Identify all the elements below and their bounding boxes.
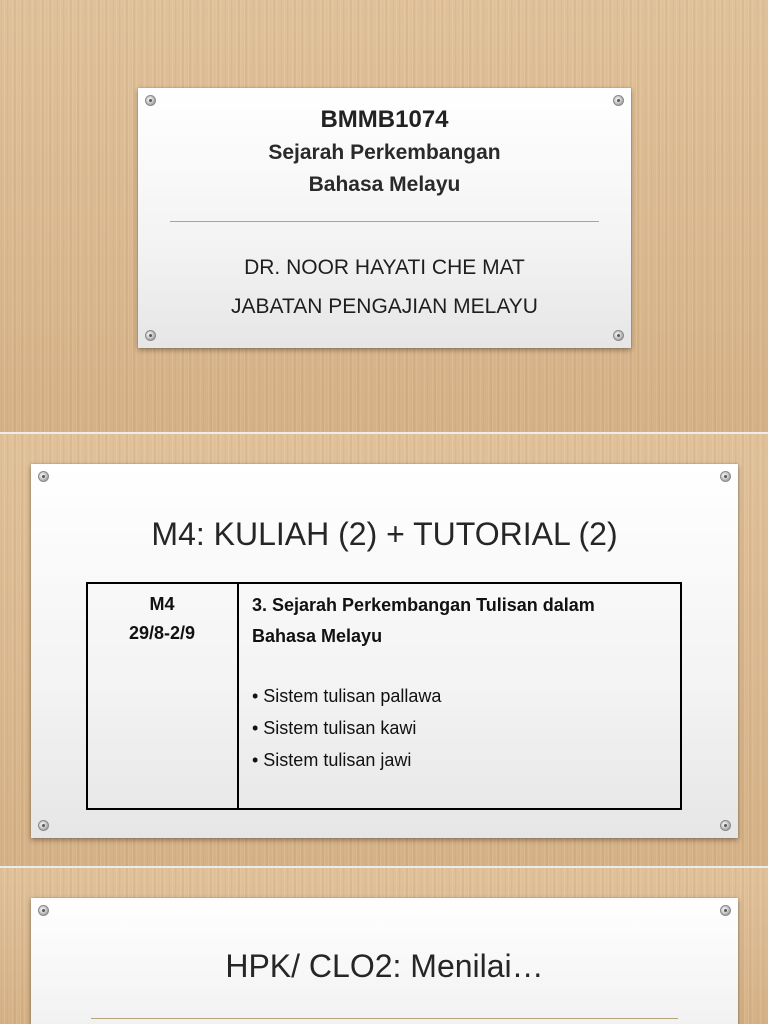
- screw-icon: [38, 905, 49, 916]
- screw-icon: [145, 95, 156, 106]
- screw-icon: [613, 95, 624, 106]
- department-name: JABATAN PENGAJIAN MELAYU: [231, 295, 538, 318]
- list-item: • Sistem tulisan pallawa: [252, 686, 442, 706]
- course-title-line-2: Bahasa Melayu: [308, 173, 461, 196]
- content-plate: [31, 464, 738, 838]
- list-item: • Sistem tulisan jawi: [252, 750, 412, 770]
- course-code: BMMB1074: [320, 106, 449, 133]
- week-label: M4: [149, 594, 175, 614]
- divider: [170, 221, 599, 222]
- author-name: DR. NOOR HAYATI CHE MAT: [244, 256, 525, 279]
- topic-line-1: 3. Sejarah Perkembangan Tulisan dalam: [252, 595, 595, 615]
- screw-icon: [720, 905, 731, 916]
- slide-heading: HPK/ CLO2: Menilai…: [225, 948, 544, 984]
- topic-bullets: [252, 680, 672, 776]
- course-title-line-1: Sejarah Perkembangan: [268, 141, 501, 164]
- content-plate: [31, 898, 738, 1024]
- screw-icon: [38, 471, 49, 482]
- title-plate: [138, 88, 631, 348]
- slide-1: [0, 0, 768, 432]
- week-cell: [86, 590, 238, 648]
- topic-cell: [252, 590, 672, 652]
- slide-3: [0, 868, 768, 1024]
- screw-icon: [613, 330, 624, 341]
- week-dates: 29/8-2/9: [128, 623, 196, 643]
- screw-icon: [720, 820, 731, 831]
- topic-line-2: Bahasa Melayu: [252, 626, 383, 646]
- table-border-right: [680, 584, 682, 808]
- schedule-table: [86, 582, 682, 810]
- divider: [91, 1018, 678, 1019]
- list-item: • Sistem tulisan kawi: [252, 718, 417, 738]
- slide-heading: M4: KULIAH (2) + TUTORIAL (2): [151, 516, 618, 552]
- screw-icon: [720, 471, 731, 482]
- screw-icon: [38, 820, 49, 831]
- screw-icon: [145, 330, 156, 341]
- slide-2: [0, 434, 768, 866]
